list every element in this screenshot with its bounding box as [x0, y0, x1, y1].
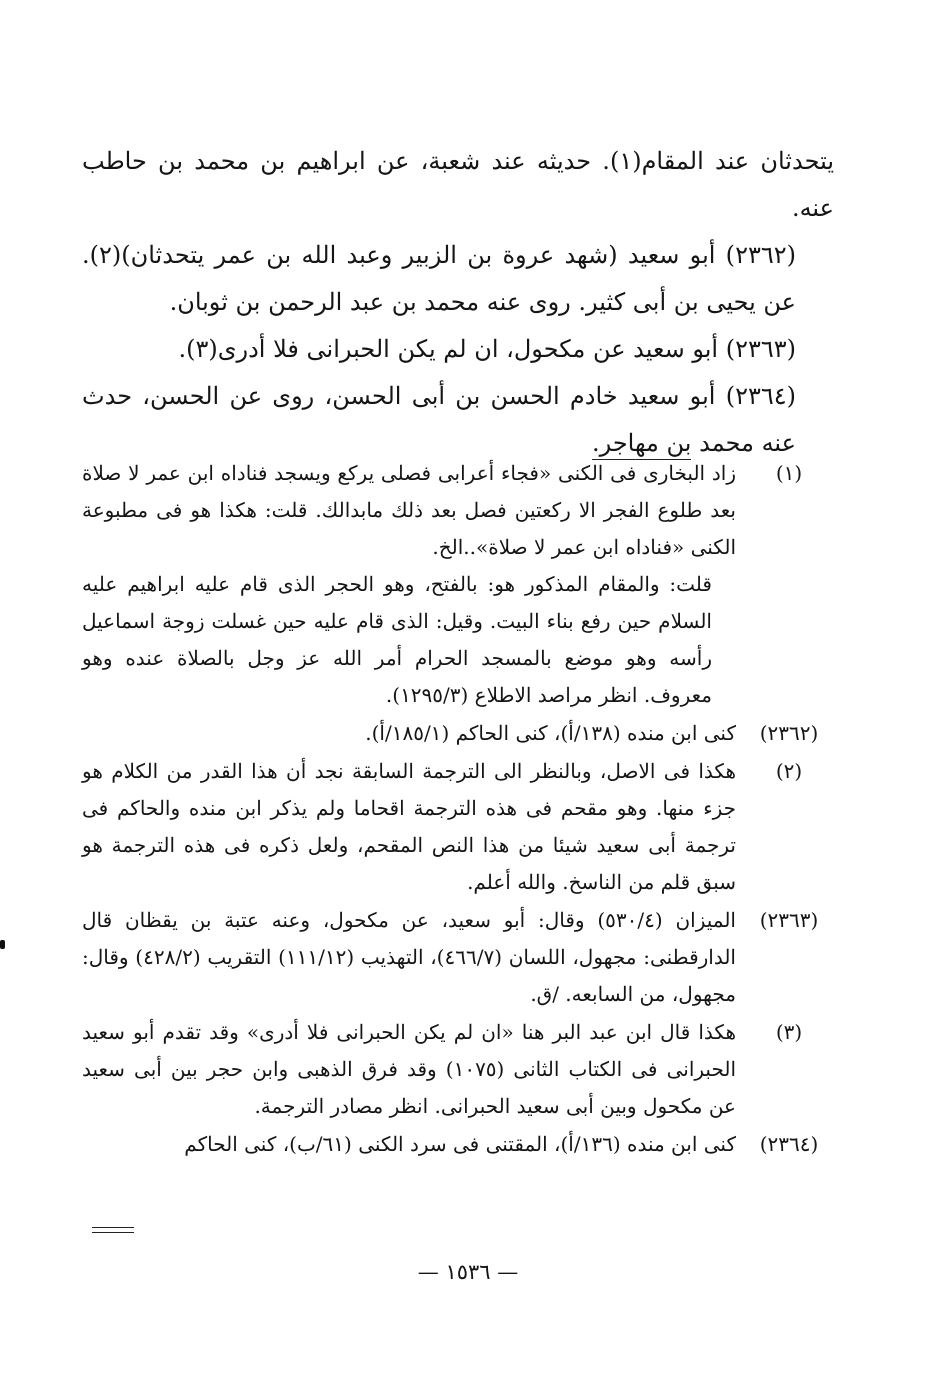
footnote-3	[82, 1014, 842, 1125]
footnote-body	[82, 1126, 736, 1163]
footnote-paragraph: كنى ابن منده (١٣٨/أ)، كنى الحاكم (١٨٥/١/أ).	[365, 721, 736, 745]
footnote-paragraph: الميزان (٥٣٠/٤) وقال: أبو سعيد، عن مكحول، وعنه عتبة بن يقظان قال الدارقطنى: مجهول، اللسان (٤٦٦/٧)، التهذيب (١١١/١٢) التقريب (٤٢٨/٢) وقال: مجهول، من السابعه. /ق.	[82, 908, 736, 1006]
footnote-2362	[82, 715, 842, 752]
footnote-body	[82, 753, 736, 901]
footnotes	[82, 455, 842, 1164]
entry-2364-text: (٢٣٦٤) أبو سعيد خادم الحسن بن أبى الحسن، روى عن الحسن، حدث عنه محمد	[82, 382, 796, 457]
footnote-number: (٢٣٦٢)	[759, 721, 819, 745]
continuation-rule	[92, 1227, 134, 1228]
footnote-number: (٢)	[775, 759, 803, 783]
footnote-2	[82, 753, 842, 901]
main-line-1: يتحدثان عند المقام(١). حديثه عند شعبة، عن ابراهيم بن محمد بن حاطب عنه.	[82, 147, 834, 222]
entry-2362: (٢٣٦٢) أبو سعيد (شهد عروة بن الزبير وعبد الله بن عمر يتحدثان)(٢). عن يحيى بن أبى كثير. روى عنه محمد بن عبد الرحمن بن ثوبان.	[82, 241, 796, 316]
footnote-body	[82, 902, 736, 1013]
footnote-paragraph: هكذا قال ابن عبد البر هنا «ان لم يكن الحبرانى فلا أدرى» وقد تقدم أبو سعيد الحبرانى فى الكتاب الثانى (١٠٧٥) وقد فرق الذهبى وابن حجر بين أبى سعيد عن مكحول وبين أبى سعيد الحبرانى. انظر مصادر الترجمة.	[82, 1020, 737, 1118]
footnote-number: (٢٣٦٣)	[759, 908, 819, 932]
entry-2363: (٢٣٦٣) أبو سعيد عن مكحول، ان لم يكن الحبرانى فلا أدرى(٣).	[178, 335, 796, 363]
scan-mark	[0, 940, 5, 949]
footnote-paragraph: هكذا فى الاصل، وبالنظر الى الترجمة السابقة نجد أن هذا القدر من الكلام هو جزء منها. وهو مقحم فى هذه الترجمة اقحاما ولم يذكر ابن منده والحاكم فى ترجمة أبى سعيد شيئا من هذا النص المقحم، ولعل ذكره فى هذه الترجمة هو سبق قلم من الناسخ. والله أعلم.	[82, 759, 736, 894]
main-text	[82, 138, 834, 467]
page-number: — ١٥٣٦ —	[417, 1260, 519, 1284]
footnote-number: (٢٣٦٤)	[759, 1132, 819, 1156]
footnote-paragraph: قلت: والمقام المذكور هو: بالفتح، وهو الحجر الذى قام عليه ابراهيم عليه السلام حين رفع بناء البيت. وقيل: الذى قام عليه حين غسلت زوجة اسماعيل رأسه وهو موضع بالمسجد الحرام أمر الله عز وجل بالصلاة عنده وهو معروف. انظر مراصد الاطلاع (١٢٩٥/٣).	[82, 572, 712, 707]
footnote-body	[82, 455, 736, 714]
footnote-number: (٣)	[775, 1020, 803, 1044]
footnote-number: (١)	[775, 461, 803, 485]
footnote-1	[82, 455, 842, 714]
footnote-paragraph: كنى ابن منده (١٣٦/أ)، المقتنى فى سرد الكنى (٦١/ب)، كنى الحاكم	[184, 1132, 736, 1156]
footnote-body	[82, 1014, 736, 1125]
continuation-rule	[92, 1232, 134, 1233]
footnote-2364	[82, 1126, 842, 1163]
footnote-paragraph: زاد البخارى فى الكنى «فجاء أعرابى فصلى يركع ويسجد فناداه ابن عمر لا صلاة بعد طلوع الفجر الا ركعتين فصل بعد ذلك مابدالك. قلت: هكذا هو فى مطبوعة الكنى «فناداه ابن عمر لا صلاة»..الخ.	[82, 461, 736, 559]
entry-2364	[82, 373, 834, 467]
entry-2364-underlined: بن مهاجر.	[592, 429, 692, 460]
footnote-2363	[82, 902, 842, 1013]
footnote-body	[82, 715, 736, 752]
